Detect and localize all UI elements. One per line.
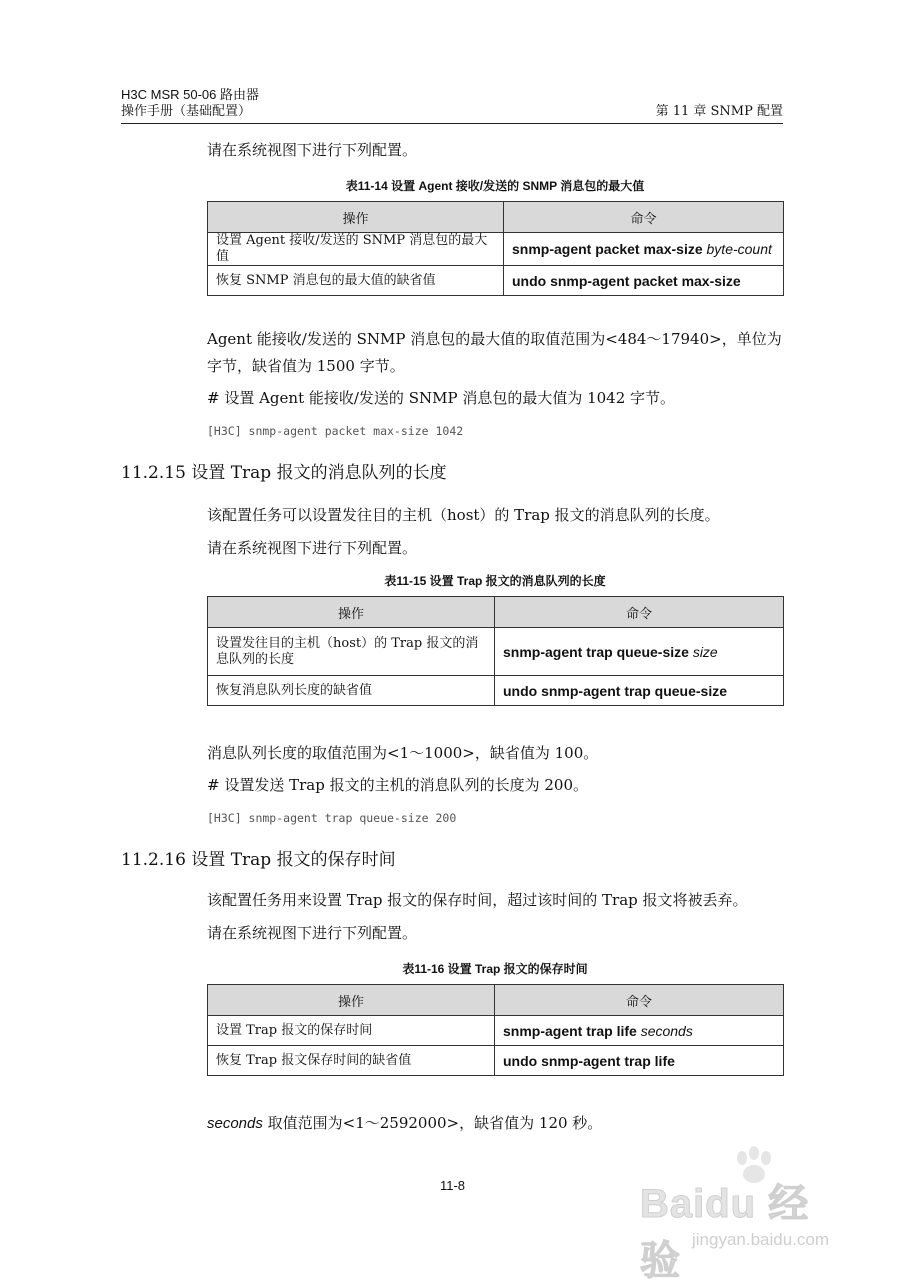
table-header-operation: 操作 [208,202,504,233]
table-row [208,628,784,676]
operation-cell: 恢复 Trap 报文保存时间的缺省值 [208,1046,495,1076]
command-text: snmp-agent trap life [503,1022,637,1039]
command-text: snmp-agent packet max-size [512,241,703,257]
table-11-14 [207,201,784,296]
table-11-15-caption: 表11-15 设置 Trap 报文的消息队列的长度 [384,574,606,588]
section-14-note-line1: Agent 能接收/发送的 SNMP 消息包的最大值的取值范围为<484～17940>，单位为 [207,330,782,348]
command-cell [495,676,784,706]
table-header-command: 命令 [504,202,784,233]
table-11-16-caption: 表11-16 设置 Trap 报文的保存时间 [402,962,588,976]
section-15-code: [H3C] snmp-agent trap queue-size 200 [207,811,457,825]
section-14-example: # 设置 Agent 能接收/发送的 SNMP 消息包的最大值为 1042 字节。 [207,389,676,407]
operation-cell: 恢复 SNMP 消息包的最大值的缺省值 [208,266,504,296]
command-argument: byte-count [706,241,772,257]
section-14-code: [H3C] snmp-agent packet max-size 1042 [207,424,464,438]
command-text: undo snmp-agent trap life [503,1052,675,1069]
section-16-note [207,1113,602,1134]
header-rule [121,123,783,124]
table-header-command: 命令 [495,985,784,1016]
watermark-logo: Baidu 经验 [640,1182,810,1283]
table-11-14-caption: 表11-14 设置 Agent 接收/发送的 SNMP 消息包的最大值 [345,179,645,193]
section-14-intro: 请在系统视图下进行下列配置。 [207,141,418,159]
header-product: H3C MSR 50-06 路由器 [121,87,259,102]
table-11-15 [207,596,784,706]
section-15-note: 消息队列长度的取值范围为<1～1000>，缺省值为 100。 [207,744,599,762]
section-15-example: # 设置发送 Trap 报文的主机的消息队列的长度为 200。 [207,776,588,794]
command-cell [495,1016,784,1046]
section-14-note-line2: 字节，缺省值为 1500 字节。 [207,357,405,375]
command-cell [504,266,784,296]
command-text: undo snmp-agent trap queue-size [503,682,728,699]
section-16-desc: 该配置任务用来设置 Trap 报文的保存时间，超过该时间的 Trap 报文将被丢弃。 [207,891,748,909]
command-text: undo snmp-agent packet max-size [512,272,741,289]
table-row [208,1016,784,1046]
section-16-intro: 请在系统视图下进行下列配置。 [207,924,418,942]
command-argument: size [692,643,718,660]
page-number: 11-8 [439,1178,466,1193]
operation-cell: 设置 Trap 报文的保存时间 [208,1016,495,1046]
section-15-heading: 11.2.15 设置 Trap 报文的消息队列的长度 [121,463,447,483]
note-text: 取值范围为<1～2592000>，缺省值为 120 秒。 [262,1114,603,1132]
command-text: snmp-agent trap queue-size [503,643,689,660]
command-argument: seconds [640,1022,693,1039]
header-chapter: 第 11 章 SNMP 配置 [655,104,783,119]
table-header-command: 命令 [495,597,784,628]
header-manual: 操作手册（基础配置） [121,104,252,119]
table-header-operation: 操作 [208,985,495,1016]
watermark [640,1150,850,1283]
operation-cell: 设置发往目的主机（host）的 Trap 报文的消息队列的长度 [208,628,495,676]
table-row [208,266,784,296]
table-row [208,676,784,706]
table-row [208,233,784,266]
table-11-16 [207,984,784,1076]
table-row [208,1046,784,1076]
watermark-url: jingyan.baidu.com [692,1230,830,1249]
command-cell [495,1046,784,1076]
table-header-operation: 操作 [208,597,495,628]
operation-cell: 设置 Agent 接收/发送的 SNMP 消息包的最大值 [208,233,504,266]
section-15-desc: 该配置任务可以设置发往目的主机（host）的 Trap 报文的消息队列的长度。 [207,506,720,524]
section-15-intro: 请在系统视图下进行下列配置。 [207,539,418,557]
section-16-heading: 11.2.16 设置 Trap 报文的保存时间 [121,850,396,870]
command-cell [504,233,784,266]
note-argument: seconds [207,1115,263,1132]
command-cell [495,628,784,676]
operation-cell: 恢复消息队列长度的缺省值 [208,676,495,706]
